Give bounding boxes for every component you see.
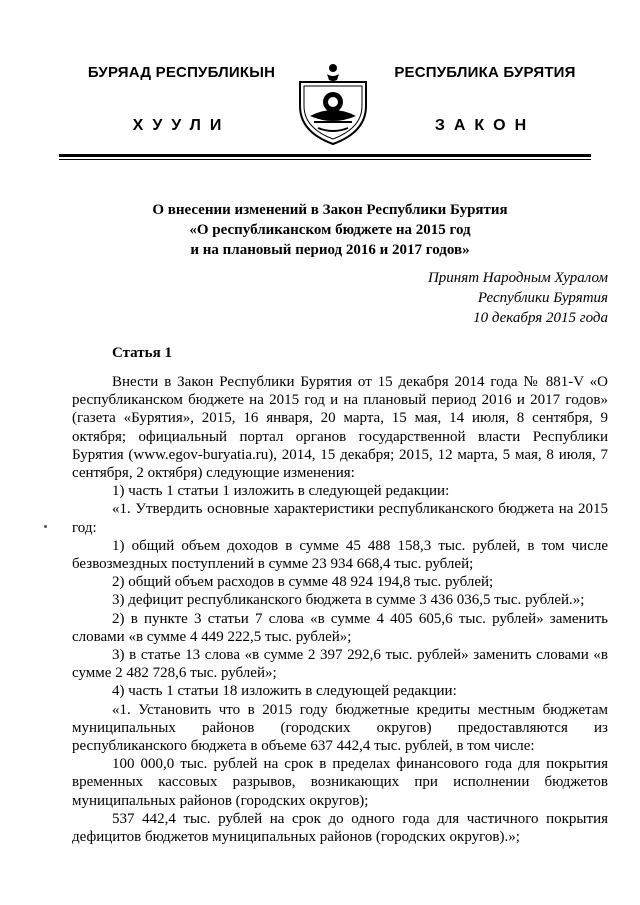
law-title-line-1: О внесении изменений в Закон Республики Бурятия: [152, 202, 508, 218]
article-body: [72, 373, 608, 846]
adoption-note-line-1: Принят Народным Хуралом: [427, 270, 608, 286]
law-title-line-3: и на плановый период 2016 и 2017 годов»: [190, 242, 470, 258]
article-heading: Статья 1: [112, 345, 172, 361]
law-title: [110, 200, 550, 260]
paragraph: 3) дефицит республиканского бюджета в сумме 3 436 036,5 тыс. рублей.»;: [112, 592, 585, 609]
paragraph: 2) в пункте 3 статьи 7 слова «в сумме 4 405 605,6 тыс. рублей» заменить словами «в сумме 4 449 222,5 тыс. рублей»;: [72, 610, 608, 645]
adoption-date: 10 декабря 2015 года: [473, 310, 608, 326]
header-left-law: ХУУЛИ: [132, 117, 231, 134]
coat-of-arms-icon: [294, 60, 372, 146]
adoption-note-line-2: Республики Бурятия: [477, 290, 608, 306]
paragraph: 4) часть 1 статьи 18 изложить в следующей редакции:: [112, 683, 457, 700]
paragraph: «1. Установить что в 2015 году бюджетные кредиты местным бюджетам муниципальных районов (городских округов) предоставляются из республиканского бюджета в объеме 637 442,4 тыс. рублей, в том числе:: [72, 701, 608, 755]
header-rule-thin: [59, 159, 591, 160]
paragraph: «1. Утвердить основные характеристики республиканского бюджета на 2015 год:: [72, 501, 608, 536]
scan-mark: [44, 525, 47, 528]
paragraph: 537 442,4 тыс. рублей на срок до одного года для частичного покрытия дефицитов бюджетов муниципальных районов (городских округов).»;: [72, 810, 608, 846]
header-left-republic: БУРЯАД РЕСПУБЛИКЫН: [87, 64, 276, 81]
header-left: [74, 64, 289, 135]
paragraph: 2) общий объем расходов в сумме 48 924 194,8 тыс. рублей;: [112, 574, 494, 591]
paragraph: 1) общий объем доходов в сумме 45 488 158,3 тыс. рублей, в том числе безвозмездных поступлений в сумме 23 934 668,4 тыс. рублей;: [72, 537, 608, 573]
paragraph: 100 000,0 тыс. рублей на срок в пределах финансового года для покрытия временных кассовых разрывов, возникающих при исполнении бюджетов муниципальных районов (городских округов);: [72, 756, 608, 809]
header-right: [380, 64, 590, 135]
law-title-line-2: «О республиканском бюджете на 2015 год: [189, 222, 471, 238]
paragraph: Внести в Закон Республики Бурятия от 15 декабря 2014 года № 881-V «О республиканском бюджете на 2015 год и на плановый период 2016 и 2017 годов» (газета «Бурятия», 2015, 16 января, 20 марта, 15 мая, 14 июля, 8 сентября, 9 октября; официальный портал органов государственной власти Республики Бурятия (www.egov-buryatia.ru), 2014, 15 декабря; 2015, 12 марта, 5 мая, 8 июля, 7 сентября, 2 октября) следующие изменения:: [72, 374, 608, 482]
paragraph: 3) в статье 13 слова «в сумме 2 397 292,6 тыс. рублей» заменить словами «в сумме 2 482 728,6 тыс. рублей»;: [72, 647, 608, 682]
header-rule-thick: [59, 154, 591, 157]
header-right-law: ЗАКОН: [434, 117, 536, 134]
paragraph: 1) часть 1 статьи 1 изложить в следующей редакции:: [112, 483, 450, 500]
adoption-note: [340, 268, 608, 328]
header-right-republic: РЕСПУБЛИКА БУРЯТИЯ: [394, 64, 576, 81]
